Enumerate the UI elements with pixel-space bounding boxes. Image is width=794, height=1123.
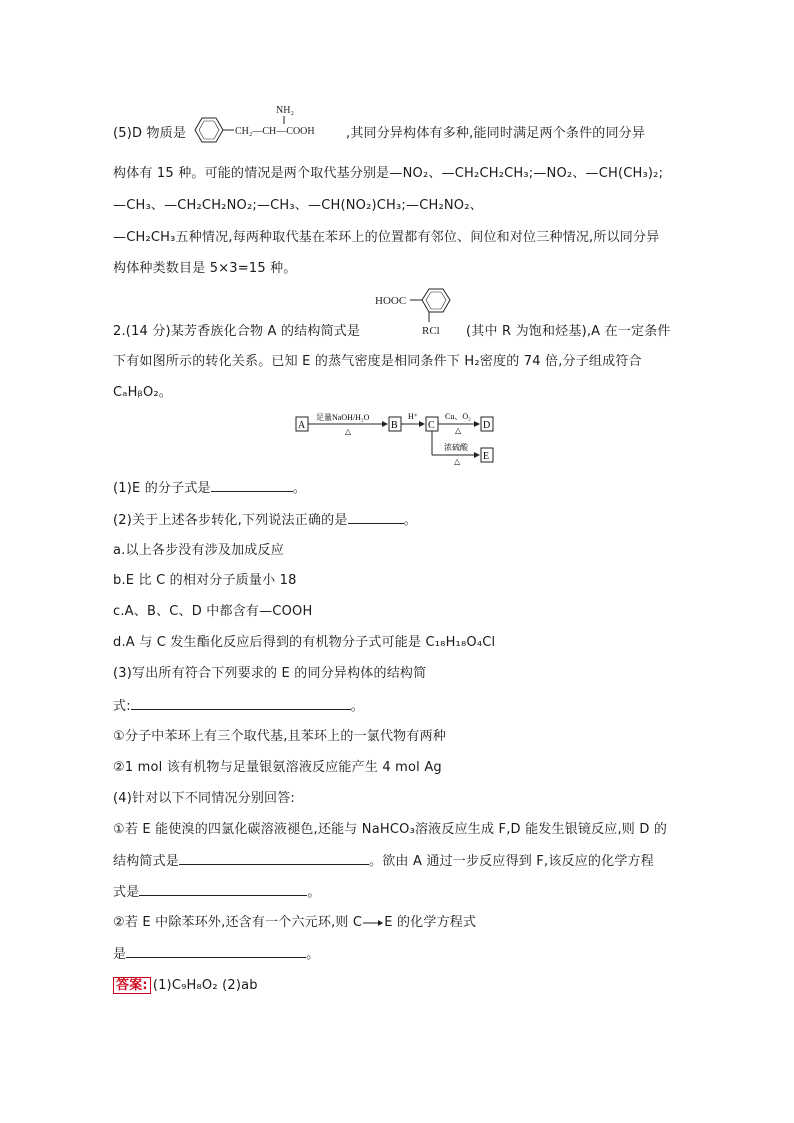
q2-sub4-1a: ①若 E 能使溴的四氯化碳溶液褪色,还能与 NaHCO₃溶液反应生成 F,D 能发生银镜反应,则 D 的	[113, 822, 668, 837]
flow-cond-cd-heat: △	[455, 426, 462, 435]
q2-sub4-1b	[113, 851, 654, 872]
q2-intro-line2: 下有如图所示的转化关系。已知 E 的蒸气密度是相同条件下 H₂密度的 74 倍,分子组成符合	[113, 354, 642, 369]
q2-sub3-cond2: ②1 mol 该有机物与足量银氨溶液反应能产生 4 mol Ag	[113, 760, 442, 775]
section5-line1	[113, 124, 186, 144]
flow-cond-cd: Cu、O₂	[445, 412, 471, 421]
flow-cond-ab-heat: △	[345, 427, 352, 436]
q2-sub4-2a	[113, 913, 476, 933]
q2-sub3-cond1: ①分子中苯环上有三个取代基,且苯环上的一氯代物有两种	[113, 729, 446, 744]
section5-line3: —CH₃、—CH₂CH₂NO₂;—CH₃、—CH(NO₂)CH₃;—CH₂NO₂、	[113, 198, 483, 213]
q2-sub1-text: (1)E 的分子式是	[113, 481, 211, 496]
q2-sub3-blank[interactable]	[131, 696, 351, 710]
section5-line1-prefix: (5)D 物质是	[113, 126, 187, 141]
q2-sub4: (4)针对以下不同情况分别回答:	[113, 791, 295, 806]
conversion-flow-diagram	[290, 408, 505, 468]
q2-sub3-end: 。	[350, 699, 364, 714]
flow-label-c: C	[428, 420, 435, 431]
q2-sub1-end: 。	[292, 481, 306, 496]
flow-cond-ce: 浓硫酸	[444, 443, 468, 452]
section5-line5: 构体种类数目是 5×3=15 种。	[113, 261, 297, 276]
flow-label-e: E	[483, 451, 490, 462]
q2-sub4-2b-prefix: 是	[113, 947, 127, 962]
q2-sub4-1b-prefix: 结构简式是	[113, 854, 180, 869]
answer-text: (1)C₉H₈O₂ (2)ab	[152, 978, 258, 993]
q2-intro-line3: CₐHᵦO₂。	[113, 385, 173, 400]
q2-sub4-1c-end: 。	[307, 885, 321, 900]
q2-sub4-1b-end: 。欲由 A 通过一步反应得到 F,该反应的化学方程	[369, 854, 654, 869]
flow-label-b: B	[391, 420, 398, 431]
flow-label-a: A	[298, 420, 306, 431]
q2-option-a: a.以上各步没有涉及加成反应	[113, 543, 284, 558]
q2-option-b: b.E 比 C 的相对分子质量小 18	[113, 573, 297, 588]
q2-sub4-2b	[113, 944, 319, 965]
q2-intro-suffix: (其中 R 为饱和烃基),A 在一定条件	[466, 324, 671, 339]
q2-sub2	[113, 510, 417, 531]
q2-sub2-text: (2)关于上述各步转化,下列说法正确的是	[113, 513, 348, 528]
section5-line4: —CH₂CH₃五种情况,每两种取代基在苯环上的位置都有邻位、间位和对位三种情况,所以同分异	[113, 230, 660, 245]
q2-sub2-end: 。	[403, 513, 417, 528]
q2-sub4-2b-end: 。	[306, 947, 320, 962]
q2-sub4-2b-blank[interactable]	[126, 944, 306, 958]
q2-sub3: (3)写出所有符合下列要求的 E 的同分异构体的结构简	[113, 666, 427, 681]
q2-sub1	[113, 478, 306, 499]
q2-sub4-1c	[113, 882, 321, 903]
section5-line1-suffix: ,其同分异构体有多种,能同时满足两个条件的同分异	[346, 126, 646, 141]
q2-sub4-1c-prefix: 式是	[113, 885, 140, 900]
q2-sub1-blank[interactable]	[211, 478, 293, 492]
flow-cond-ce-heat: △	[454, 457, 461, 466]
structure-hooc-label: HOOC	[375, 295, 407, 307]
flow-label-d: D	[483, 420, 491, 431]
flow-cond-ab: 足量NaOH/H₂O	[316, 413, 370, 422]
section5-line1-rest	[346, 124, 645, 144]
q2-sub3-line2	[113, 696, 364, 717]
q2-sub4-2a-end: E 的化学方程式	[384, 915, 477, 930]
structure-chain-label: CH₂—CH—COOH	[235, 126, 315, 137]
answer-label: 答案:	[113, 977, 151, 994]
structure-nh2-label: NH₂	[276, 105, 294, 116]
q2-sub3-prefix: 式:	[113, 699, 131, 714]
flow-cond-bc: H⁺	[408, 412, 418, 421]
reaction-arrow-icon	[362, 918, 384, 928]
answer-line	[113, 976, 258, 996]
q2-sub4-1b-blank[interactable]	[179, 851, 369, 865]
phenylalanine-structure	[190, 100, 350, 150]
q2-option-d: d.A 与 C 发生酯化反应后得到的有机物分子式可能是 C₁₈H₁₈O₄Cl	[113, 635, 496, 650]
compound-a-structure	[372, 284, 472, 342]
q2-intro-prefix: 2.(14 分)某芳香族化合物 A 的结构简式是	[113, 324, 361, 339]
q2-sub4-1c-blank[interactable]	[139, 882, 307, 896]
structure-rcl-label: RCl	[422, 325, 440, 337]
q2-sub4-2a-prefix: ②若 E 中除苯环外,还含有一个六元环,则 C	[113, 915, 363, 930]
section5-line2: 构体有 15 种。可能的情况是两个取代基分别是—NO₂、—CH₂CH₂CH₃;—NO₂、—CH(CH₃)₂;	[113, 166, 664, 181]
q2-option-c: c.A、B、C、D 中都含有—COOH	[113, 604, 313, 619]
q2-sub2-blank[interactable]	[348, 510, 404, 524]
